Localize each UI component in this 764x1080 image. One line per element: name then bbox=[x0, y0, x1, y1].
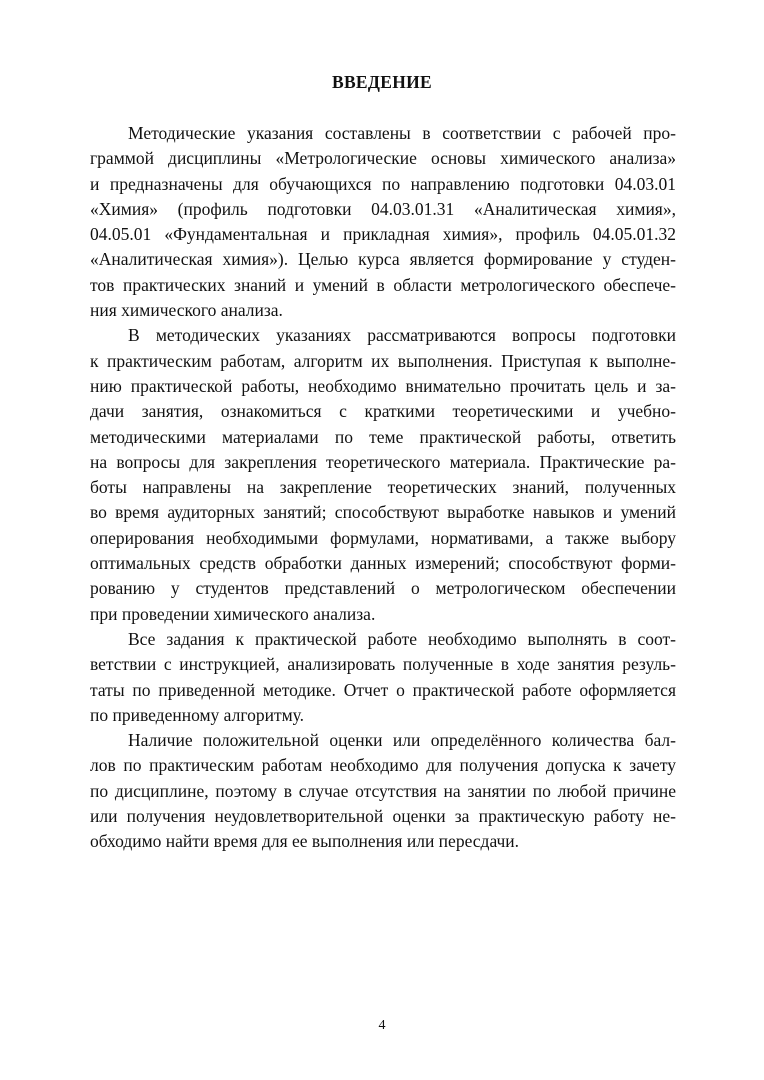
paragraph-line: ветствии с инструкцией, анализировать полученные в ходе занятия резуль- bbox=[90, 654, 676, 675]
paragraph-line: тов практических знаний и умений в области метрологического обеспече- bbox=[90, 274, 676, 295]
paragraph-first-line: Методические указания составлены в соответствии с рабочей про- bbox=[128, 123, 676, 143]
paragraph-line: «Аналитическая химия»). Целью курса является формирование у студен- bbox=[90, 249, 676, 270]
paragraph-line: рованию у студентов представлений о метрологическом обеспечении bbox=[90, 578, 676, 599]
paragraph-first-line: Наличие положительной оценки или определённого количества бал- bbox=[128, 730, 676, 751]
paragraph-line: оптимальных средств обработки данных измерений; способствуют форми- bbox=[90, 553, 676, 574]
paragraph-line: по приведенному алгоритму. bbox=[90, 704, 305, 725]
paragraph-line: боты направлены на закрепление теоретических знаний, полученных bbox=[90, 477, 676, 498]
paragraph-line: граммой дисциплины «Метрологические основы химического анализа» bbox=[90, 148, 676, 169]
paragraph-line: таты по приведенной методике. Отчет о практической работе оформляется bbox=[90, 679, 676, 700]
paragraph-line: обходимо найти время для ее выполнения или пересдачи. bbox=[90, 831, 520, 852]
paragraph-line: ния химического анализа. bbox=[90, 300, 283, 321]
paragraph-line: дачи занятия, ознакомиться с краткими теоретическими и учебно- bbox=[90, 401, 676, 422]
paragraph-line: при проведении химического анализа. bbox=[90, 603, 376, 624]
paragraph-line: по дисциплине, поэтому в случае отсутствия на занятии по любой причине bbox=[90, 780, 676, 801]
paragraph-line: или получения неудовлетворительной оценки за практическую работу не- bbox=[90, 806, 676, 827]
paragraph-line: методическими материалами по теме практической работы, ответить bbox=[90, 426, 676, 447]
paragraph-line: и предназначены для обучающихся по направлению подготовки 04.03.01 bbox=[90, 173, 676, 194]
paragraph-first-line: Все задания к практической работе необходимо выполнять в соот- bbox=[128, 628, 676, 649]
paragraph-line: лов по практическим работам необходимо для получения допуска к зачету bbox=[90, 755, 676, 776]
paragraph-line: 04.05.01 «Фундаментальная и прикладная химия», профиль 04.05.01.32 bbox=[90, 224, 676, 245]
paragraph-line: во время аудиторных занятий; способствуют выработке навыков и умений bbox=[90, 502, 676, 523]
body-text bbox=[90, 121, 676, 855]
page-number: 4 bbox=[378, 1018, 386, 1033]
paragraph-line: нию практической работы, необходимо внимательно прочитать цель и за- bbox=[90, 375, 676, 396]
paragraph-line: на вопросы для закрепления теоретического материала. Практические ра- bbox=[90, 451, 676, 472]
page-title: ВВЕДЕНИЕ bbox=[331, 72, 433, 92]
paragraph-first-line: В методических указаниях рассматриваются вопросы подготовки bbox=[128, 325, 676, 346]
paragraph-line: к практическим работам, алгоритм их выполнения. Приступая к выполне- bbox=[90, 350, 676, 371]
paragraph-line: оперирования необходимыми формулами, нормативами, а также выбору bbox=[90, 527, 676, 548]
paragraph-line: «Химия» (профиль подготовки 04.03.01.31 «Аналитическая химия», bbox=[90, 198, 676, 219]
